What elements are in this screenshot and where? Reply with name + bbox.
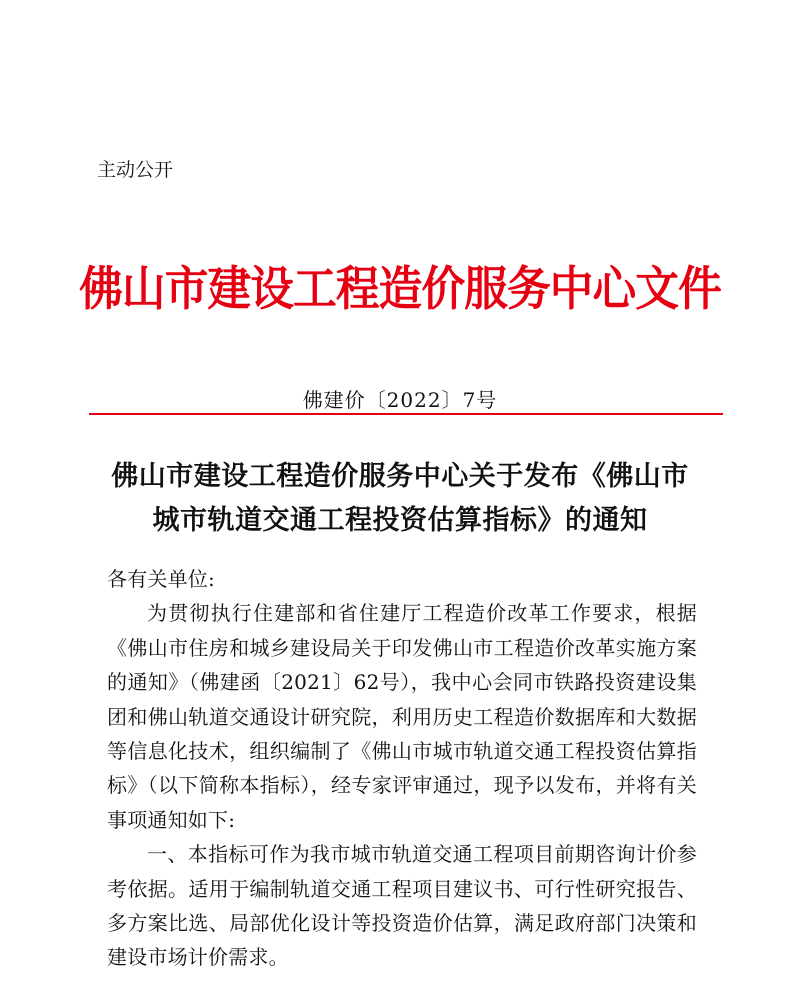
notice-title-line-2: 城市轨道交通工程投资估算指标》的通知 bbox=[152, 505, 648, 536]
notice-title-line-1: 佛山市建设工程造价服务中心关于发布《佛山市 bbox=[111, 461, 689, 492]
salutation: 各有关单位: bbox=[107, 567, 215, 591]
masthead-title: 佛山市建设工程造价服务中心文件 bbox=[79, 262, 721, 317]
body-paragraph-2: 一、本指标可作为我市城市轨道交通工程项目前期咨询计价参考依据。适用于编制轨道交通工程项目建议书、可行性研究报告、多方案比选、局部优化设计等投资造价估算，满足政府部门决策和建设市场计价需求。 bbox=[107, 842, 697, 970]
disclosure-label: 主动公开 bbox=[97, 159, 174, 181]
red-divider-line bbox=[89, 413, 723, 415]
document-number: 佛建价〔2022〕7号 bbox=[302, 388, 498, 412]
notice-body bbox=[107, 562, 697, 975]
body-paragraph-1: 为贯彻执行住建部和省住建厅工程造价改革工作要求，根据《佛山市住房和城乡建设局关于印发佛山市工程造价改革实施方案的通知》（佛建函〔2021〕62号），我中心会同市铁路投资建设集团和佛山轨道交通设计研究院，利用历史工程造价数据库和大数据等信息化技术，组织编制了《佛山市城市轨道交通工程投资估算指标》（以下简称本指标），经专家评审通过，现予以发布，并将有关事项通知如下: bbox=[107, 601, 697, 832]
notice-title bbox=[70, 455, 730, 543]
